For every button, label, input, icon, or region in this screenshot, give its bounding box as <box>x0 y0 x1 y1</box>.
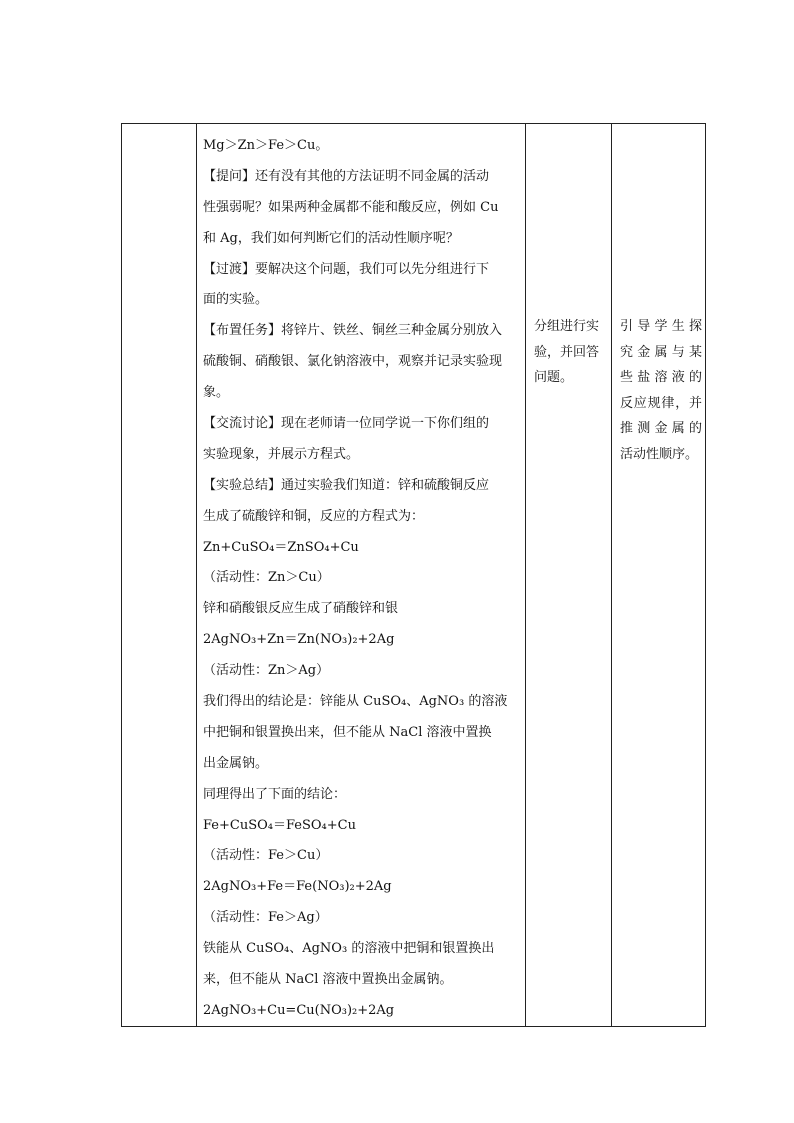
text-line: 和 Ag，我们如何判断它们的活动性顺序呢？ <box>203 230 459 246</box>
text-line: 生成了硫酸锌和铜，反应的方程式为： <box>203 508 425 524</box>
design-intent-cell <box>620 314 702 467</box>
text-line: （活动性：Zn＞Cu） <box>203 570 330 586</box>
column-divider-2 <box>525 124 526 1026</box>
text-line: （活动性：Fe＞Cu） <box>203 848 329 864</box>
text-line: 究金属与某 <box>620 344 702 360</box>
text-line: 实验现象，并展示方程式。 <box>203 446 360 462</box>
text-line: 问题。 <box>534 370 574 385</box>
text-line: 【实验总结】通过实验我们知道：锌和硫酸铜反应 <box>203 477 490 493</box>
text-line: 中把铜和银置换出来，但不能从 NaCl 溶液中置换 <box>203 724 492 740</box>
text-line: 【过渡】要解决这个问题，我们可以先分组进行下 <box>203 261 490 277</box>
text-line: 反应规律，并 <box>620 395 702 411</box>
student-activity-cell <box>534 314 610 391</box>
text-line: 活动性顺序。 <box>620 446 699 462</box>
text-line: 推测金属的 <box>620 421 702 436</box>
text-line: 引导学生探 <box>620 319 702 334</box>
lesson-plan-table <box>121 123 706 1027</box>
text-line: 象。 <box>203 385 230 401</box>
text-line: 分组进行实 <box>534 319 600 334</box>
text-line: 验，并回答 <box>534 344 600 360</box>
column-divider-1 <box>196 124 197 1026</box>
text-line: 性强弱呢？如果两种金属都不能和酸反应，例如 Cu <box>203 199 499 215</box>
text-line: （活动性：Fe＞Ag） <box>203 910 328 926</box>
text-line: 硫酸铜、硝酸银、氯化钠溶液中，观察并记录实验现 <box>203 354 503 370</box>
text-line: 铁能从 CuSO₄、AgNO₃ 的溶液中把铜和银置换出 <box>203 941 495 957</box>
text-line: Mg＞Zn＞Fe＞Cu。 <box>203 138 329 153</box>
equation-line: 2AgNO₃+Zn＝Zn(NO₃)₂+2Ag <box>203 632 395 648</box>
text-line: （活动性：Zn＞Ag） <box>203 663 330 679</box>
equation-line: Zn+CuSO₄＝ZnSO₄+Cu <box>203 539 359 555</box>
equation-line: Fe+CuSO₄＝FeSO₄+Cu <box>203 817 356 833</box>
equation-line: 2AgNO₃+Cu=Cu(NO₃)₂+2Ag <box>203 1002 395 1018</box>
text-line: 面的实验。 <box>203 292 269 308</box>
text-line: 我们得出的结论是：锌能从 CuSO₄、AgNO₃ 的溶液 <box>203 694 508 710</box>
text-line: 【布置任务】将锌片、铁丝、铜丝三种金属分别放入 <box>203 323 503 339</box>
text-line: 出金属钠。 <box>203 755 269 771</box>
teacher-activity-cell <box>203 124 523 1027</box>
text-line: 锌和硝酸银反应生成了硝酸锌和银 <box>203 601 399 617</box>
text-line: 【交流讨论】现在老师请一位同学说一下你们组的 <box>203 416 490 432</box>
text-line: 同理得出了下面的结论： <box>203 786 347 802</box>
text-line: 【提问】还有没有其他的方法证明不同金属的活动 <box>203 168 490 184</box>
text-line: 来，但不能从 NaCl 溶液中置换出金属钠。 <box>203 972 453 988</box>
text-line: 些盐溶液的 <box>620 370 702 385</box>
column-divider-3 <box>611 124 612 1026</box>
equation-line: 2AgNO₃+Fe＝Fe(NO₃)₂+2Ag <box>203 879 392 895</box>
